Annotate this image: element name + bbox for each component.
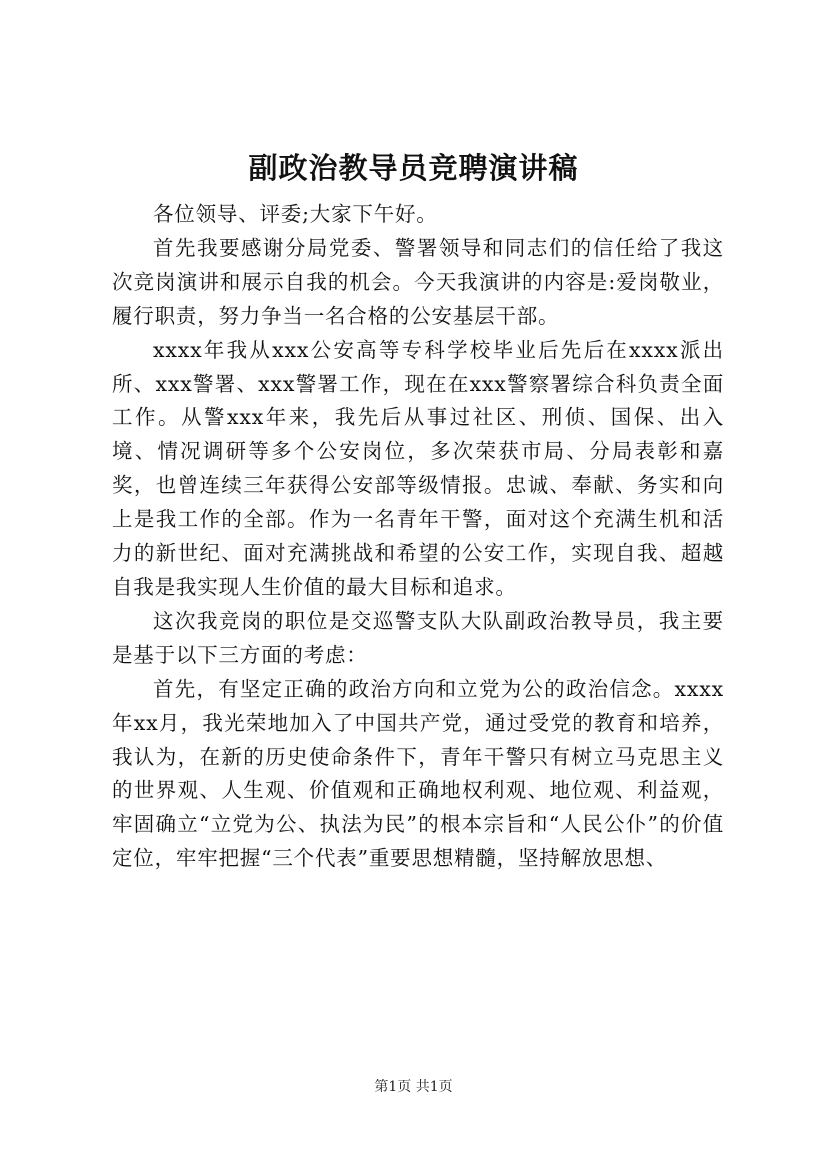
paragraph-first-reason: 首先，有坚定正确的政治方向和立党为公的政治信念。xxxx年xx月，我光荣地加入了中国共产党，通过受党的教育和培养，我认为，在新的历史使命条件下，青年干警只有树立马克思主义的世界观、人生观、价值观和正确地权利观、地位观、利益观，牢固确立“立党为公、执法为民”的根本宗旨和“人民公仆”的价值定位，牢牢把握“三个代表”重要思想精髓，坚持解放思想、 [112, 676, 724, 871]
document-title: 副政治教导员竞聘演讲稿 [248, 151, 579, 185]
paragraph-thanks: 首先我要感谢分局党委、警署领导和同志们的信任给了我这次竞岗演讲和展示自我的机会。今天我演讲的内容是:爱岗敬业，履行职责，努力争当一名合格的公安基层干部。 [112, 235, 724, 328]
document-body [112, 198, 724, 876]
page-number-footer: 第1页 共1页 [374, 1079, 453, 1095]
paragraph-greeting: 各位领导、评委;大家下午好。 [153, 202, 438, 226]
paragraph-position: 这次我竞岗的职位是交巡警支队大队副政治教导员，我主要是基于以下三方面的考虑： [112, 608, 724, 667]
paragraph-background: xxxx年我从xxx公安高等专科学校毕业后先后在xxxx派出所、xxx警署、xxx警署工作，现在在xxx警察署综合科负责全面工作。从警xxx年来，我先后从事过社区、刑侦、国保、出入境、情况调研等多个公安岗位，多次荣获市局、分局表彰和嘉奖，也曾连续三年获得公安部等级情报。忠诚、奉献、务实和向上是我工作的全部。作为一名青年干警，面对这个充满生机和活力的新世纪、面对充满挑战和希望的公安工作，实现自我、超越自我是我实现人生价值的最大目标和追求。 [112, 337, 724, 599]
